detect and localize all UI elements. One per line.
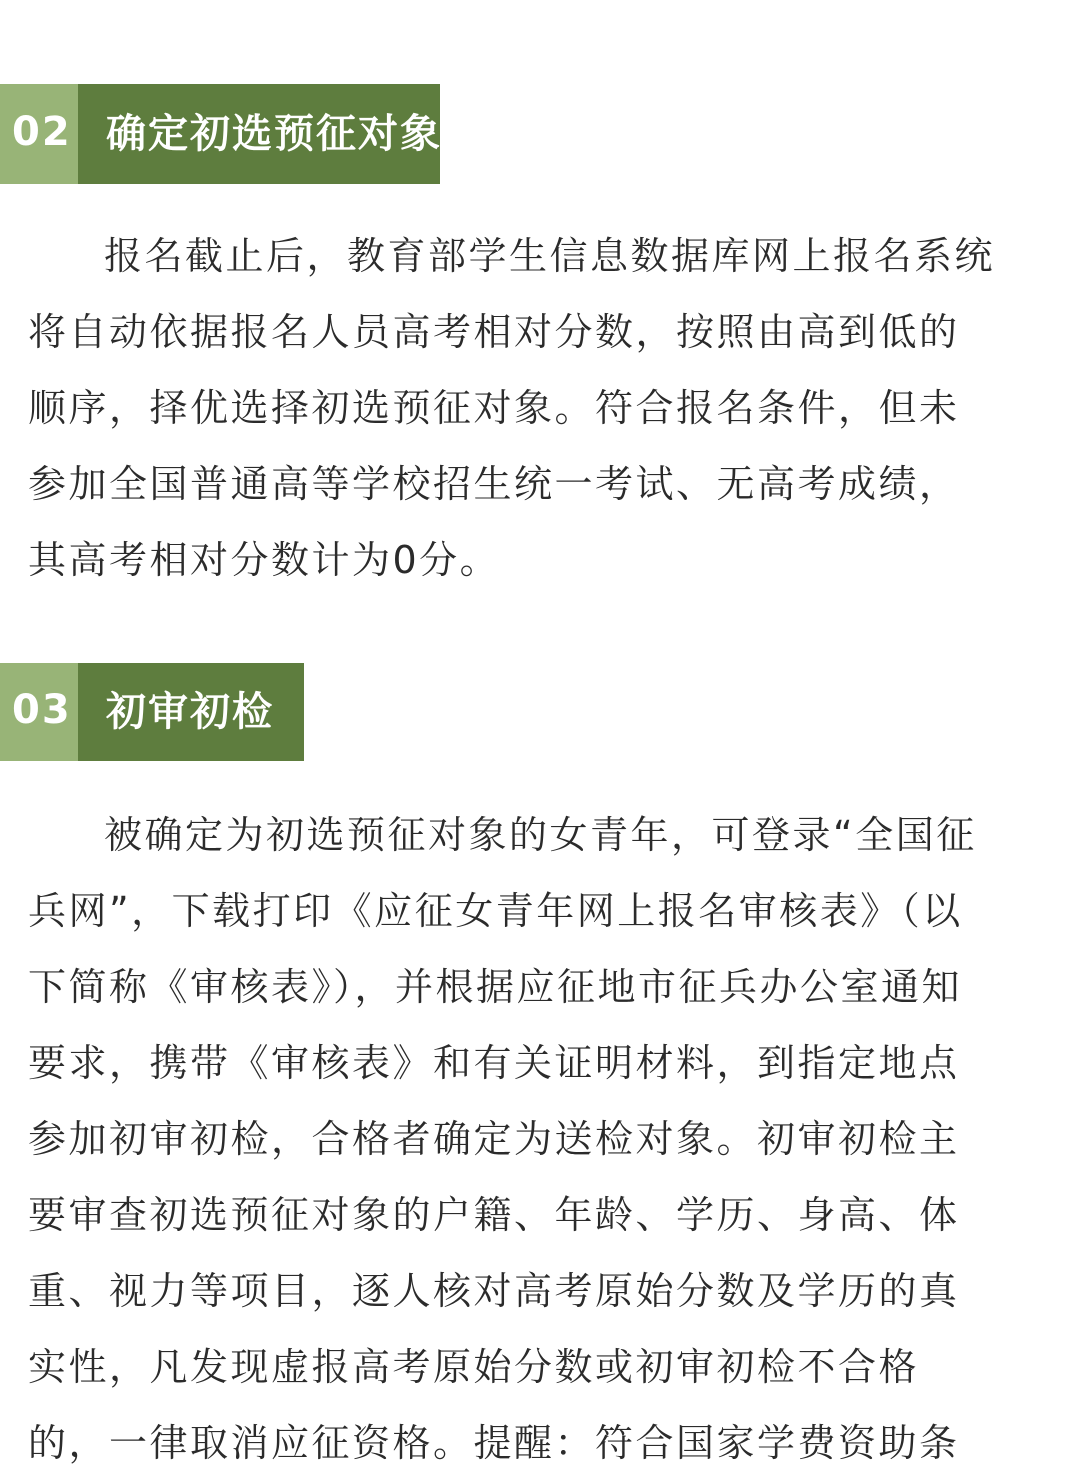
- section-header-02: [0, 84, 440, 184]
- paragraph-line: 参加全国普通高等学校招生统一考试、无高考成绩，: [28, 462, 960, 506]
- paragraph-line: 报名截止后，教育部学生信息数据库网上报名系统: [104, 234, 996, 278]
- section-number: 03: [0, 663, 78, 761]
- paragraph-line: 被确定为初选预征对象的女青年，可登录“全国征: [104, 813, 977, 857]
- section-title: 初审初检: [78, 663, 304, 761]
- section-body-03: [28, 797, 1052, 1481]
- paragraph-line: 的，一律取消应征资格。提醒：符合国家学费资助条: [28, 1421, 960, 1465]
- section-header-03: [0, 663, 304, 761]
- paragraph-line: 其高考相对分数计为0分。: [28, 538, 501, 582]
- paragraph-line: 重、视力等项目，逐人核对高考原始分数及学历的真: [28, 1269, 960, 1313]
- section-number: 02: [0, 84, 78, 184]
- paragraph-line: 顺序，择优选择初选预征对象。符合报名条件，但未: [28, 386, 960, 430]
- paragraph-line: 将自动依据报名人员高考相对分数，按照由高到低的: [28, 310, 960, 354]
- section-body-02: [28, 218, 1052, 598]
- paragraph-line: 实性，凡发现虚报高考原始分数或初审初检不合格: [28, 1345, 920, 1389]
- paragraph-line: 要审查初选预征对象的户籍、年龄、学历、身高、体: [28, 1193, 960, 1237]
- section-title: 确定初选预征对象: [78, 84, 440, 184]
- paragraph-line: 要求，携带《审核表》和有关证明材料，到指定地点: [28, 1041, 960, 1085]
- paragraph-line: 兵网”，下载打印《应征女青年网上报名审核表》（以: [28, 889, 963, 933]
- paragraph-line: 参加初审初检，合格者确定为送检对象。初审初检主: [28, 1117, 960, 1161]
- paragraph-line: 下简称《审核表》），并根据应征地市征兵办公室通知: [28, 965, 963, 1009]
